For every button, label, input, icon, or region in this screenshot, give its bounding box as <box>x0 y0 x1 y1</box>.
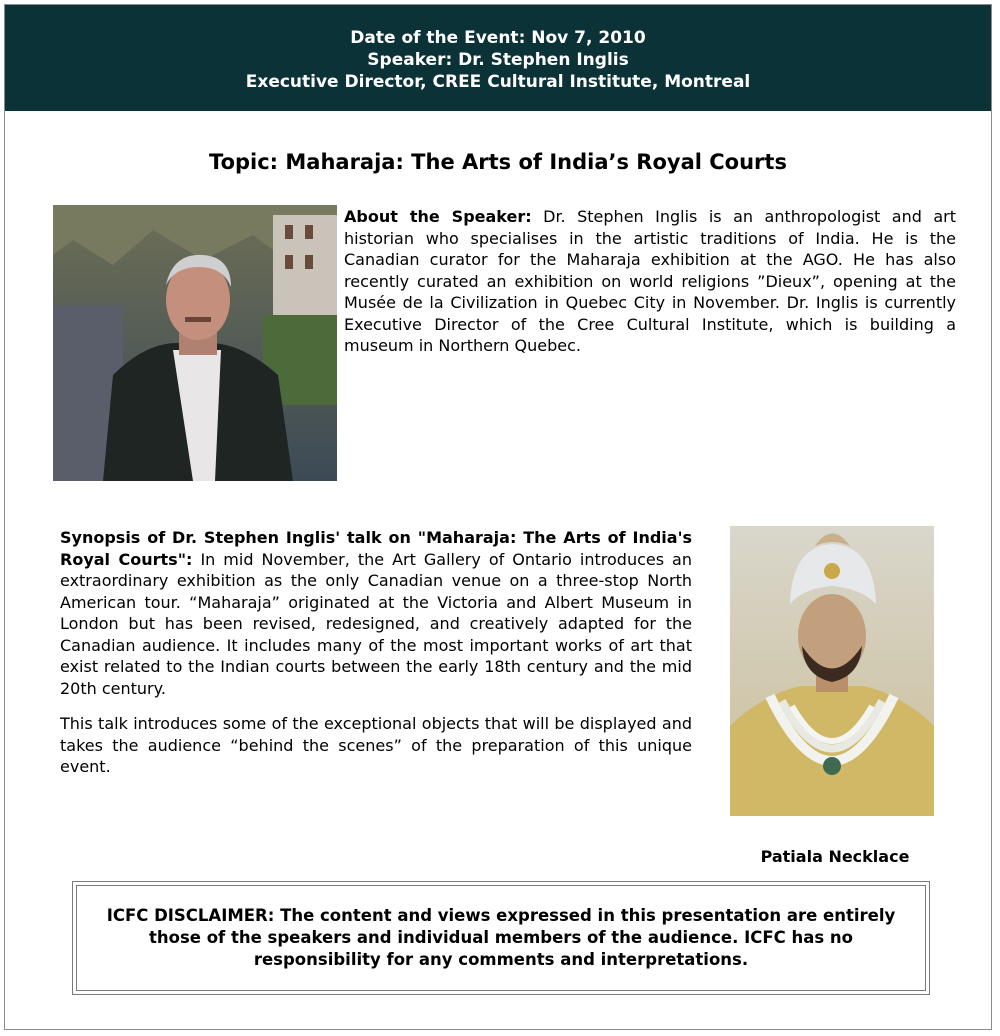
synopsis <box>60 527 692 792</box>
disclaimer-text: ICFC DISCLAIMER: The content and views expressed in this presentation are entirely those of the speakers and individual members of the audience. ICFC has no responsibility for any comments and interpretations. <box>76 885 926 991</box>
about-speaker <box>344 206 956 357</box>
about-text: Dr. Stephen Inglis is an anthropologist and art historian who specialises in the artistic traditions of India. He is the Canadian curator for the Maharaja exhibition at the AGO. He has also recently curated an exhibition on world religions ”Dieux”, opening at the Musée de la Civilization in Quebec City in November. Dr. Inglis is currently Executive Director of the Cree Cultural Institute, which is building a museum in Northern Quebec. <box>344 207 957 355</box>
about-label: About the Speaker: <box>344 207 532 226</box>
page-frame <box>4 4 992 1030</box>
speaker-title: Executive Director, CREE Cultural Institute, Montreal <box>245 72 751 92</box>
event-header <box>5 5 991 111</box>
disclaimer-box <box>72 881 930 995</box>
photo-caption: Patiala Necklace <box>760 847 910 866</box>
synopsis-paragraph-1 <box>60 527 692 699</box>
speaker-photo <box>53 205 337 481</box>
synopsis-text: In mid November, the Art Gallery of Ontario introduces an extraordinary exhibition as the only Canadian venue on a three-stop North American tour. “Maharaja” originated at the Victoria and Albert Museum in London but has been revised, redesigned, and creatively adapted for the Canadian audience. It includes many of the most important works of art that exist related to the Indian courts between the early 18th century and the mid 20th century. <box>60 549 693 698</box>
event-speaker: Speaker: Dr. Stephen Inglis <box>367 50 629 70</box>
synopsis-label: Synopsis of Dr. Stephen Inglis' talk on "Maharaja: The Arts of India's Royal Courts": <box>60 528 692 569</box>
topic-heading: Topic: Maharaja: The Arts of India’s Royal Courts <box>209 150 787 174</box>
synopsis-paragraph-2: This talk introduces some of the exceptional objects that will be displayed and takes the audience “behind the scenes” of the preparation of this unique event. <box>60 714 692 776</box>
maharaja-portrait <box>730 526 934 816</box>
event-date: Date of the Event: Nov 7, 2010 <box>350 28 646 48</box>
